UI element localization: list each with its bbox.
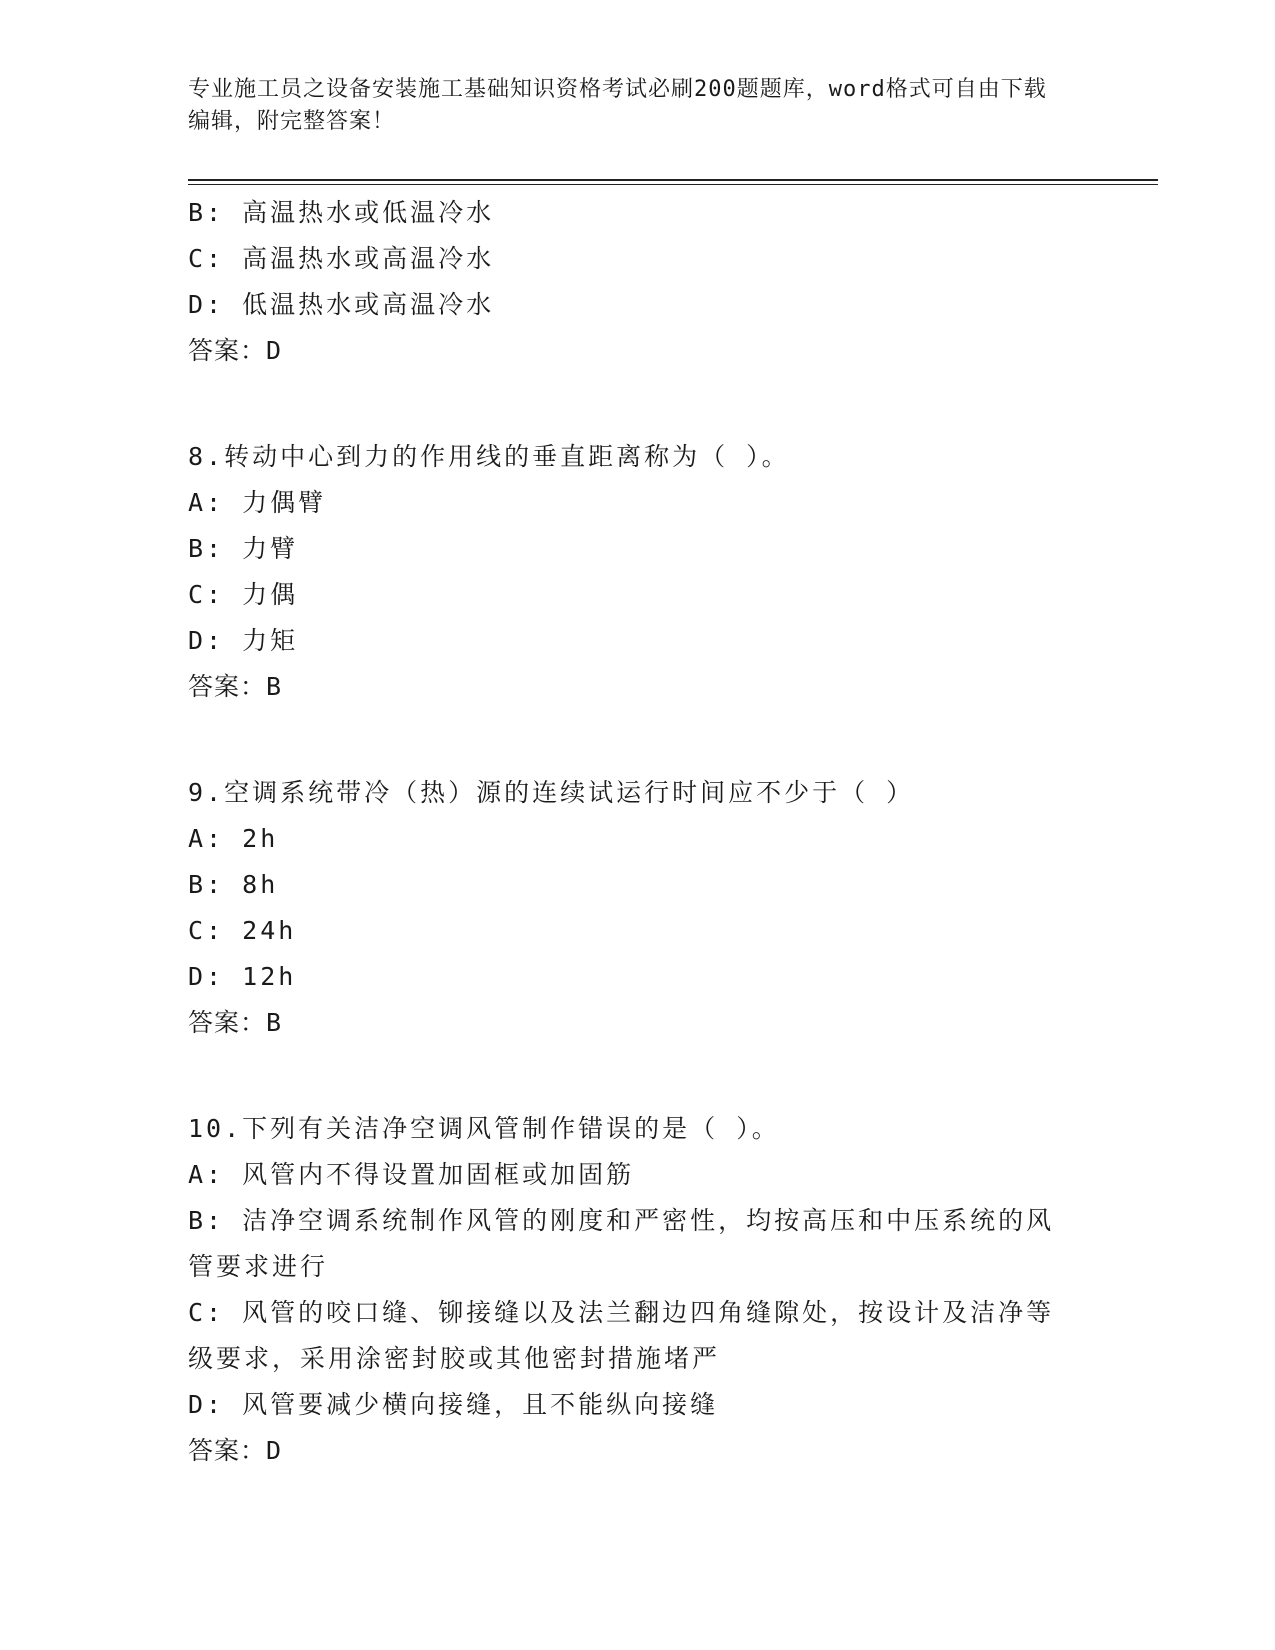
question-stem: 10.下列有关洁净空调风管制作错误的是（ ）。 — [188, 1114, 780, 1143]
document-header: 专业施工员之设备安装施工基础知识资格考试必刷200题题库，word格式可自由下载编辑，附完整答案！ — [188, 77, 1047, 134]
option-d: D: 力矩 — [188, 626, 299, 655]
question-stem: 9.空调系统带冷（热）源的连续试运行时间应不少于（ ） — [188, 778, 915, 807]
option-b: B: 8h — [188, 870, 279, 899]
continued-question — [188, 190, 1088, 374]
option-c: C: 力偶 — [188, 580, 299, 609]
answer-line: 答案：B — [188, 1008, 283, 1037]
answer-line: 答案：D — [188, 336, 283, 365]
option-d: D: 12h — [188, 962, 297, 991]
option-d: D: 低温热水或高温冷水 — [188, 290, 495, 319]
spacer — [188, 374, 1088, 418]
answer-line: 答案：D — [188, 1436, 283, 1465]
spacer — [188, 710, 1088, 754]
option-a: A: 风管内不得设置加固框或加固筋 — [188, 1160, 635, 1189]
answer-line: 答案：B — [188, 672, 283, 701]
question-10 — [188, 1106, 1088, 1474]
spacer — [188, 1046, 1088, 1090]
option-b: B: 高温热水或低温冷水 — [188, 198, 495, 227]
option-c: C: 高温热水或高温冷水 — [188, 244, 495, 273]
option-c: C: 24h — [188, 916, 297, 945]
option-d: D: 风管要减少横向接缝，且不能纵向接缝 — [188, 1390, 719, 1419]
option-a: A: 2h — [188, 824, 279, 853]
option-b: B: 洁净空调系统制作风管的刚度和严密性，均按高压和中压系统的风管要求进行 — [188, 1206, 1055, 1281]
option-c: C: 风管的咬口缝、铆接缝以及法兰翻边四角缝隙处，按设计及洁净等级要求，采用涂密封胶或其他密封措施堵严 — [188, 1298, 1055, 1373]
option-a: A: 力偶臂 — [188, 488, 327, 517]
header-rule-thin — [188, 184, 1158, 185]
document-body — [188, 190, 1088, 1474]
option-b: B: 力臂 — [188, 534, 299, 563]
question-9 — [188, 770, 1088, 1046]
question-stem: 8.转动中心到力的作用线的垂直距离称为（ ）。 — [188, 442, 790, 471]
question-8 — [188, 434, 1088, 710]
header-rule-thick — [188, 179, 1158, 181]
